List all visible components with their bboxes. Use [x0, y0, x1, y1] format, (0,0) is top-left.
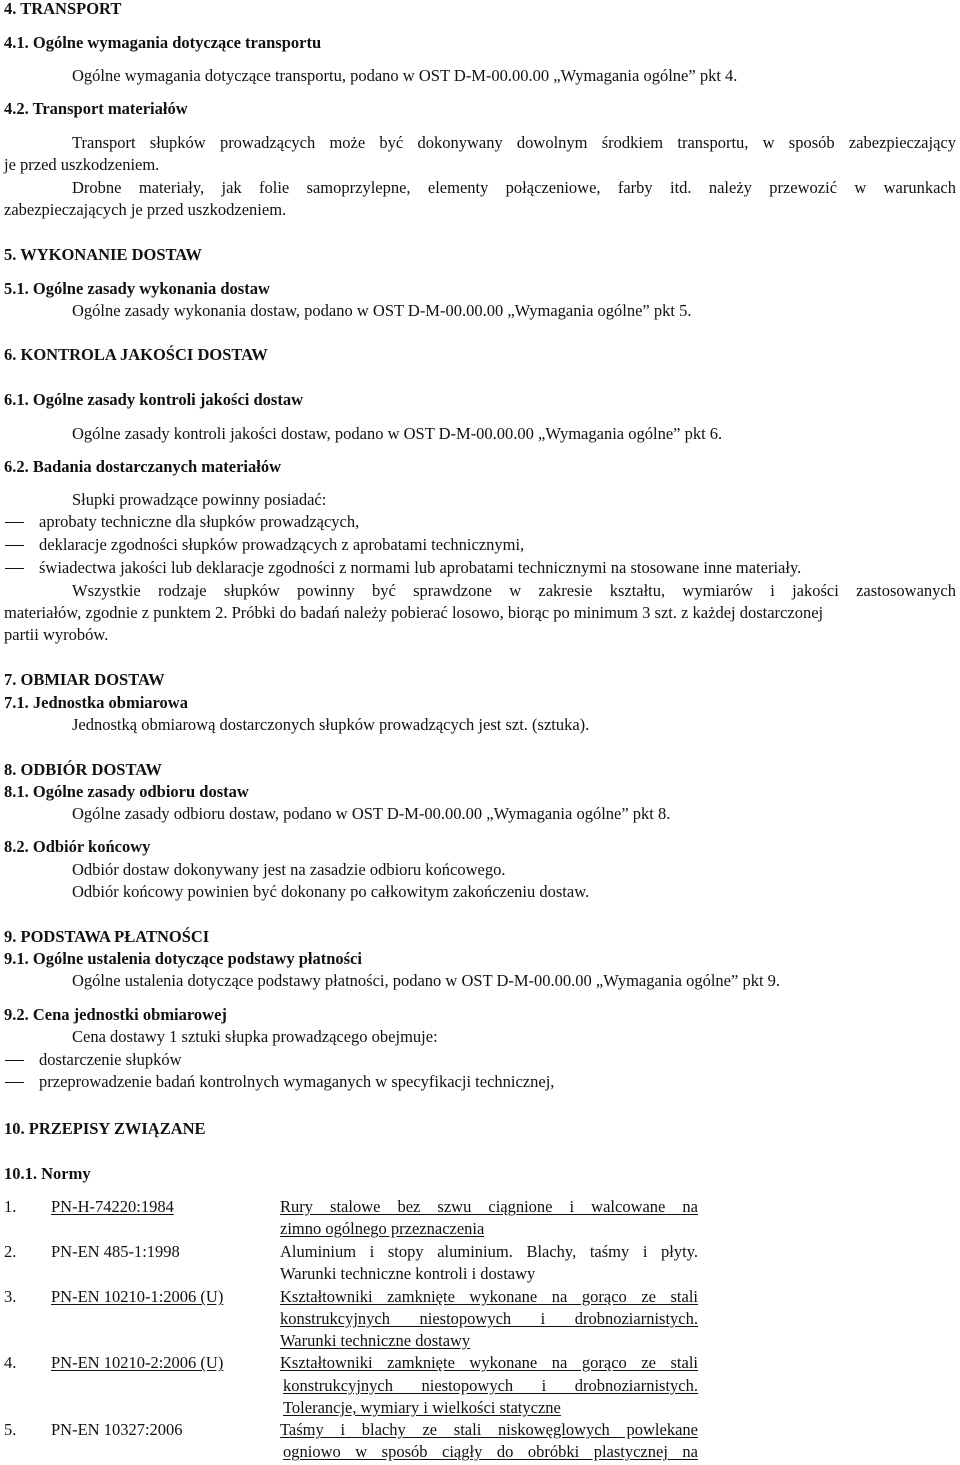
- paragraph: Ogólne ustalenia dotyczące podstawy płatności, podano w OST D-M-00.00.00 „Wymagania ogólne” pkt 9.: [72, 971, 781, 990]
- norm-title-line: Taśmy i blachy ze stali niskowęglowych powlekane: [280, 1420, 698, 1439]
- norm-title-line: zimno ogólnego przeznaczenia: [280, 1219, 485, 1238]
- paragraph: Ogólne zasady wykonania dostaw, podano w OST D-M-00.00.00 „Wymagania ogólne” pkt 5.: [72, 301, 692, 320]
- subsection-heading: 6.1. Ogólne zasady kontroli jakości dostaw: [4, 390, 304, 409]
- norm-number: 5.: [4, 1420, 17, 1439]
- norm-title-line: Warunki techniczne kontroli i dostawy: [280, 1264, 536, 1283]
- paragraph: Jednostką obmiarową dostarczonych słupków prowadzących jest szt. (sztuka).: [72, 715, 590, 734]
- norm-title-line: konstrukcyjnych niestopowych i drobnoziarnistych.: [280, 1309, 698, 1328]
- norm-title-line: Tolerancje, wymiary i wielkości statyczne: [283, 1398, 561, 1417]
- list-intro: Słupki prowadzące powinny posiadać:: [72, 490, 327, 509]
- paragraph: Odbiór końcowy powinien być dokonany po całkowitym zakończeniu dostaw.: [72, 882, 590, 901]
- norm-title-line: Rury stalowe bez szwu ciągnione i walcowane na: [280, 1197, 698, 1216]
- dash-bullet: [5, 522, 24, 523]
- norm-title-line: konstrukcyjnych niestopowych i drobnoziarnistych.: [283, 1376, 698, 1395]
- paragraph: Ogólne zasady odbioru dostaw, podano w OST D-M-00.00.00 „Wymagania ogólne” pkt 8.: [72, 804, 671, 823]
- list-item: świadectwa jakości lub deklaracje zgodności z normami lub aprobatami technicznymi na stosowane inne materiały.: [39, 558, 802, 577]
- list-intro: Cena dostawy 1 sztuki słupka prowadzącego obejmuje:: [72, 1027, 438, 1046]
- paragraph-line: Transport słupków prowadzących może być dokonywany dowolnym środkiem transportu, w sposób zabezpieczający: [72, 133, 956, 152]
- subsection-heading: 9.1. Ogólne ustalenia dotyczące podstawy płatności: [4, 949, 362, 968]
- norm-title-line: Kształtowniki zamknięte wykonane na gorąco ze stali: [280, 1353, 698, 1372]
- norm-number: 4.: [4, 1353, 17, 1372]
- subsection-heading: 8.2. Odbiór końcowy: [4, 837, 151, 856]
- dash-bullet: [5, 568, 24, 569]
- paragraph-line: materiałów, zgodnie z punktem 2. Próbki do badań należy pobierać losowo, biorąc po minimum 3 szt. z każdej dostarczonej: [4, 603, 824, 622]
- norm-number: 3.: [4, 1287, 17, 1306]
- norm-title-line: Aluminium i stopy aluminium. Blachy, taśmy i płyty.: [280, 1242, 698, 1261]
- section-heading: 9. PODSTAWA PŁATNOŚCI: [4, 927, 210, 946]
- norm-code: PN-EN 10210-2:2006 (U): [51, 1353, 224, 1372]
- paragraph-line: zabezpieczających je przed uszkodzeniem.: [4, 200, 287, 219]
- paragraph: Odbiór dostaw dokonywany jest na zasadzie odbioru końcowego.: [72, 860, 506, 879]
- norm-title-line: Warunki techniczne dostawy: [280, 1331, 471, 1350]
- paragraph-line: je przed uszkodzeniem.: [4, 155, 160, 174]
- norm-code: PN-EN 485-1:1998: [51, 1242, 180, 1261]
- norm-title-line: ogniowo w sposób ciągły do obróbki plastycznej na: [283, 1442, 698, 1461]
- section-heading: 5. WYKONANIE DOSTAW: [4, 245, 202, 264]
- section-heading: 7. OBMIAR DOSTAW: [4, 670, 165, 689]
- subsection-heading: 9.2. Cena jednostki obmiarowej: [4, 1005, 227, 1024]
- subsection-heading: 7.1. Jednostka obmiarowa: [4, 693, 188, 712]
- subsection-heading: 8.1. Ogólne zasady odbioru dostaw: [4, 782, 249, 801]
- norm-number: 1.: [4, 1197, 17, 1216]
- norm-code: PN-H-74220:1984: [51, 1197, 174, 1216]
- list-item: aprobaty techniczne dla słupków prowadzących,: [39, 512, 360, 531]
- paragraph-line: Wszystkie rodzaje słupków powinny być sprawdzone w zakresie kształtu, wymiarów i jakości zastosowanych: [72, 581, 956, 600]
- section-heading: 4. TRANSPORT: [4, 0, 122, 18]
- section-heading: 8. ODBIÓR DOSTAW: [4, 760, 162, 779]
- norm-number: 2.: [4, 1242, 17, 1261]
- list-item: przeprowadzenie badań kontrolnych wymaganych w specyfikacji technicznej,: [39, 1072, 555, 1091]
- norm-code: PN-EN 10327:2006: [51, 1420, 183, 1439]
- paragraph: Ogólne zasady kontroli jakości dostaw, podano w OST D-M-00.00.00 „Wymagania ogólne” pkt 6.: [72, 424, 723, 443]
- section-heading: 6. KONTROLA JAKOŚCI DOSTAW: [4, 345, 268, 364]
- subsection-heading: 4.1. Ogólne wymagania dotyczące transportu: [4, 33, 322, 52]
- subsection-heading: 6.2. Badania dostarczanych materiałów: [4, 457, 281, 476]
- list-item: deklaracje zgodności słupków prowadzących z aprobatami technicznymi,: [39, 535, 525, 554]
- subsection-heading: 10.1. Normy: [4, 1164, 91, 1183]
- dash-bullet: [5, 545, 24, 546]
- section-heading: 10. PRZEPISY ZWIĄZANE: [4, 1119, 206, 1138]
- paragraph: Ogólne wymagania dotyczące transportu, podano w OST D-M-00.00.00 „Wymagania ogólne” pkt 4.: [72, 66, 738, 85]
- subsection-heading: 5.1. Ogólne zasady wykonania dostaw: [4, 279, 270, 298]
- norm-code: PN-EN 10210-1:2006 (U): [51, 1287, 224, 1306]
- subsection-heading: 4.2. Transport materiałów: [4, 99, 188, 118]
- norm-title-line: Kształtowniki zamknięte wykonane na gorąco ze stali: [280, 1287, 698, 1306]
- dash-bullet: [5, 1082, 24, 1083]
- paragraph-line: partii wyrobów.: [4, 625, 109, 644]
- paragraph-line: Drobne materiały, jak folie samoprzylepne, elementy połączeniowe, farby itd. należy przewozić w warunkach: [72, 178, 956, 197]
- dash-bullet: [5, 1060, 24, 1061]
- list-item: dostarczenie słupków: [39, 1050, 182, 1069]
